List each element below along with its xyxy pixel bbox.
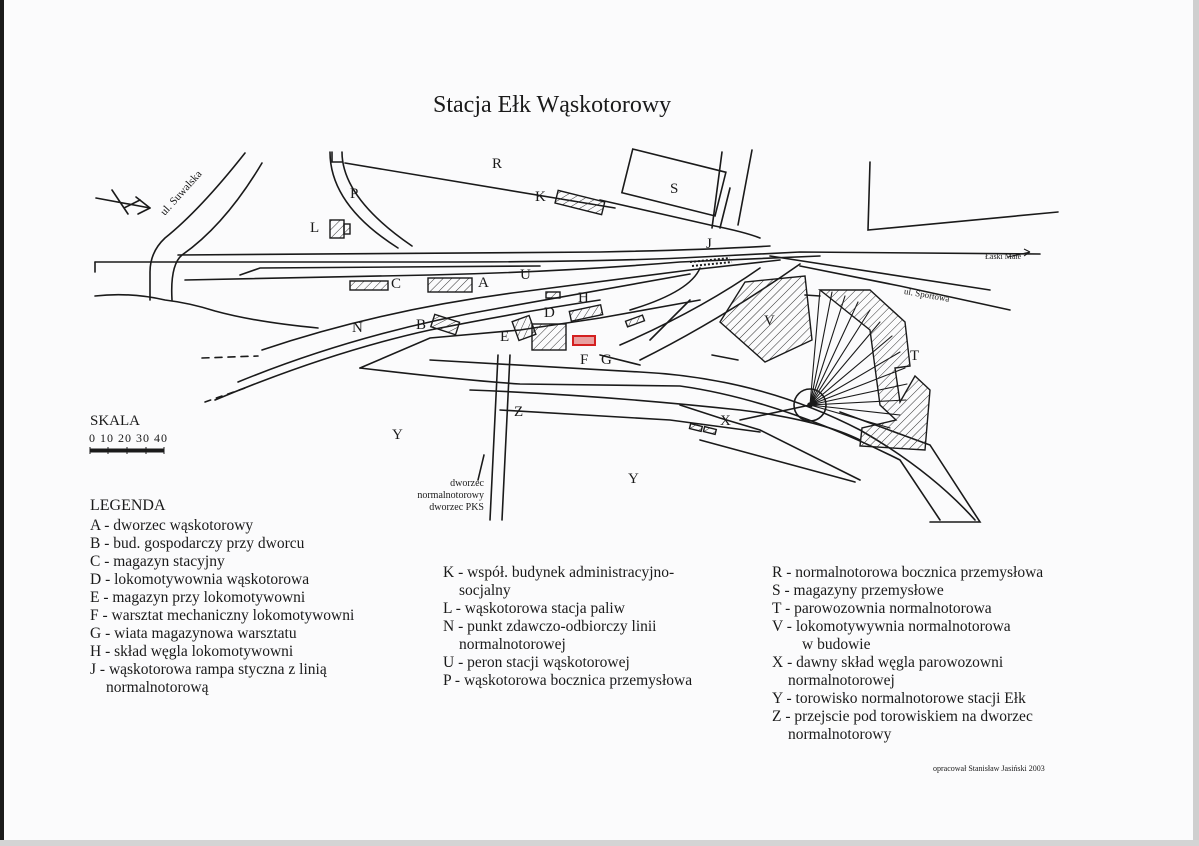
- north-arrow-icon: [96, 190, 150, 214]
- label-T: T: [910, 348, 920, 364]
- street-label-sportowa: ul. Sportowa: [903, 286, 951, 304]
- building-F-highlight: [573, 336, 595, 345]
- dworzec-note: [410, 478, 484, 514]
- dworzec-note-line: normalnotorowy: [417, 490, 484, 501]
- direction-label-laski-male: Łaski Małe: [985, 252, 1022, 261]
- building-T: [820, 290, 930, 450]
- scale-bar: [90, 447, 164, 454]
- building-K: [555, 190, 605, 214]
- street-label-suwalska: ul. Suwalska: [158, 168, 205, 219]
- legend-item-continuation: normalnotorowy: [788, 726, 892, 743]
- scale-title: SKALA: [90, 413, 141, 429]
- building-D: [532, 324, 566, 350]
- building-C: [350, 281, 388, 290]
- legend-item: C - magazyn stacyjny: [90, 553, 225, 570]
- label-G: G: [601, 352, 612, 368]
- legend-item: R - normalnotorowa bocznica przemysłowa: [772, 564, 1044, 581]
- author-credit: opracował Stanisław Jasiński 2003: [933, 764, 1045, 773]
- legend-item: H - skład węgla lokomotywowni: [90, 643, 294, 660]
- legend-item-continuation: normalnotorowej: [459, 636, 566, 653]
- legend-item: N - punkt zdawczo-odbiorczy linii: [443, 618, 657, 635]
- dworzec-note-line: dworzec PKS: [429, 502, 484, 513]
- legend-item-continuation: socjalny: [459, 582, 511, 599]
- legend-item: A - dworzec wąskotorowy: [90, 517, 254, 534]
- label-K: K: [535, 189, 546, 205]
- dworzec-note-line: dworzec: [450, 478, 484, 489]
- legend-item-continuation: normalnotorową: [106, 679, 209, 696]
- legend-item: B - bud. gospodarczy przy dworcu: [90, 535, 305, 552]
- legend-item: G - wiata magazynowa warsztatu: [90, 625, 297, 642]
- legend-item: Y - torowisko normalnotorowe stacji Ełk: [772, 690, 1026, 707]
- label-F: F: [580, 352, 589, 368]
- building-A: [428, 278, 472, 292]
- label-A: A: [478, 275, 489, 291]
- legend-title: LEGENDA: [90, 497, 166, 514]
- legend-item-continuation: normalnotorowej: [788, 672, 895, 689]
- map-title: Stacja Ełk Wąskotorowy: [433, 92, 672, 118]
- legend-item: T - parowozownia normalnotorowa: [772, 600, 992, 617]
- label-Z: Z: [514, 404, 524, 420]
- label-B: B: [416, 317, 427, 333]
- building-B: [431, 314, 460, 334]
- legend-item: P - wąskotorowa bocznica przemysłowa: [443, 672, 693, 689]
- legend-column-2: [443, 564, 692, 690]
- legend-item: D - lokomotywownia wąskotorowa: [90, 571, 310, 588]
- label-Y-east: Y: [628, 471, 639, 487]
- label-J: J: [706, 236, 712, 252]
- legend-column-3: [772, 564, 1043, 744]
- building-H: [546, 292, 560, 298]
- legend-column-1: [90, 517, 354, 697]
- label-P: P: [350, 186, 359, 202]
- legend-item: F - warsztat mechaniczny lokomotywowni: [90, 607, 355, 624]
- label-E: E: [500, 329, 510, 345]
- label-R: R: [492, 156, 503, 172]
- legend-item: V - lokomotywywnia normalnotorowa: [772, 618, 1011, 635]
- legend-item: U - peron stacji wąskotorowej: [443, 654, 630, 671]
- label-C: C: [391, 276, 402, 292]
- label-H: H: [578, 290, 589, 306]
- label-U: U: [520, 267, 531, 283]
- legend-item: J - wąskotorowa rampa styczna z linią: [90, 661, 327, 678]
- label-D: D: [544, 305, 555, 321]
- label-S: S: [670, 181, 679, 197]
- legend-item: K - współ. budynek administracyjno-: [443, 564, 675, 581]
- legend-item: S - magazyny przemysłowe: [772, 582, 944, 599]
- legend-item: E - magazyn przy lokomotywowni: [90, 589, 306, 606]
- scale-ticks: 0 10 20 30 40: [89, 431, 168, 445]
- building-L: [330, 220, 344, 238]
- legend-item: L - wąskotorowa stacja paliw: [443, 600, 625, 617]
- label-N: N: [352, 320, 363, 336]
- label-V: V: [764, 313, 775, 329]
- legend-item-continuation: w budowie: [802, 636, 871, 653]
- legend-item: Z - przejscie pod torowiskiem na dworzec: [772, 708, 1033, 725]
- legend-item: X - dawny skład węgla parowozowni: [772, 654, 1004, 671]
- label-X: X: [720, 413, 731, 429]
- label-L: L: [310, 220, 320, 236]
- label-Y-west: Y: [392, 427, 403, 443]
